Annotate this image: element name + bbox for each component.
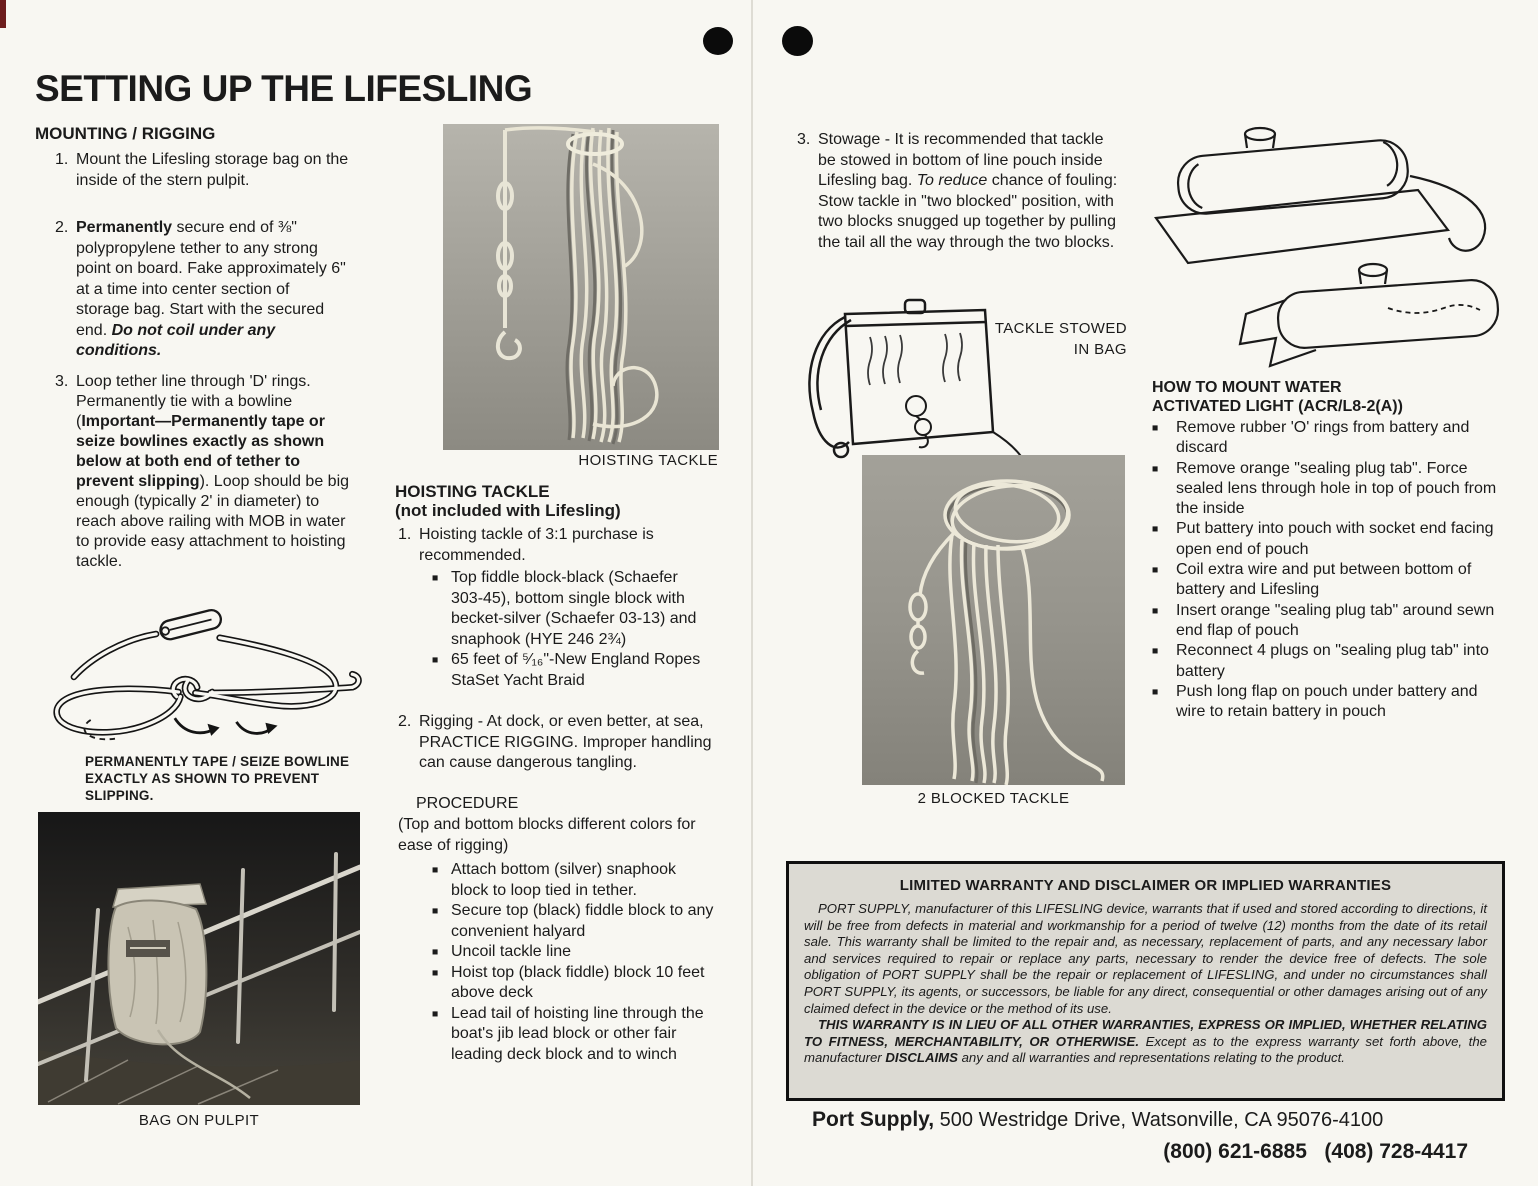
item-text-a: Loop tether line through 'D' rings. Permanently tie with a bowline ( xyxy=(76,373,311,430)
list-item-text: Remove orange "sealing plug tab". Force sealed lens through hole in top of pouch from the inside xyxy=(1176,459,1497,518)
light-heading xyxy=(1152,378,1508,416)
square-bullet-icon: ■ xyxy=(432,966,439,979)
item-text-b: ). Loop should be big enough (typically 2' in diameter) to reach above railing with MOB in water to provide easy attachment to hoisting tackle. xyxy=(76,473,350,570)
page-title: SETTING UP THE LIFESLING xyxy=(35,68,533,109)
procedure-note: (Top and bottom blocks different colors for ease of rigging) xyxy=(398,816,696,854)
item-text: Hoisting tackle of 3:1 purchase is recommended. xyxy=(419,526,654,564)
square-bullet-icon: ■ xyxy=(432,905,439,917)
list-item-text: Lead tail of hoisting line through the boat's jib lead block or other fair leading deck block and to winch xyxy=(451,1004,704,1063)
square-bullet-icon: ■ xyxy=(1152,685,1159,698)
procedure-heading: PROCEDURE xyxy=(416,795,519,812)
list-item xyxy=(432,901,716,942)
list-item-text: Secure top (black) fiddle block to any convenient halyard xyxy=(451,902,714,940)
page-fold-divider xyxy=(751,0,753,1186)
item-text-bold: Important—Permanently tape or seize bowlines exactly as shown below at both end of tether to prevent slipping xyxy=(76,413,325,490)
warranty-box xyxy=(786,861,1505,1101)
list-item xyxy=(432,650,714,691)
square-bullet-icon: ■ xyxy=(1152,523,1159,536)
mounting-heading: MOUNTING / RIGGING xyxy=(35,124,216,143)
warranty-text-2: any and all warranties and representations relating to the product. xyxy=(957,1050,1345,1066)
scan-edge-mark xyxy=(0,0,6,28)
caption-line-1: TACKLE STOWED xyxy=(994,320,1127,337)
item-number: 1. xyxy=(398,526,412,543)
item-number: 3. xyxy=(797,131,811,148)
item-text xyxy=(76,372,351,572)
list-item-text: Coil extra wire and put between bottom of battery and Lifesling xyxy=(1176,561,1472,599)
item-text-a: Stowage - It is recommended that tackle be stowed in bottom of line pouch inside Lifesling bag. xyxy=(818,131,1104,189)
list-item-text: Reconnect 4 plugs on "sealing plug tab" into battery xyxy=(1176,642,1489,680)
bag-on-pulpit-photo xyxy=(38,812,360,1105)
company-address: 500 Westridge Drive, Watsonville, CA 95076-4100 xyxy=(934,1109,1384,1131)
mounting-item-3 xyxy=(55,372,351,572)
item-text xyxy=(818,130,1119,253)
binder-hole-left xyxy=(703,27,733,55)
list-item xyxy=(1152,560,1506,601)
list-item-text: Uncoil tackle line xyxy=(451,943,572,960)
procedure-bullet-list xyxy=(432,860,716,1065)
light-bullet-list xyxy=(1152,418,1506,722)
list-item xyxy=(1152,418,1506,459)
list-item xyxy=(1152,459,1506,520)
list-item xyxy=(432,568,714,650)
square-bullet-icon: ■ xyxy=(1152,564,1159,577)
list-item-text: Insert orange "sealing plug tab" around sewn end flap of pouch xyxy=(1176,601,1495,639)
pulpit-photo-caption: BAG ON PULPIT xyxy=(138,1112,260,1129)
bag-illustration-caption xyxy=(985,318,1127,360)
list-item xyxy=(432,942,716,963)
item-text-italic: To reduce xyxy=(916,172,988,189)
hoisting-item-2 xyxy=(398,712,720,774)
list-item xyxy=(432,963,716,1004)
item-number: 3. xyxy=(55,373,69,390)
list-item xyxy=(1152,641,1506,682)
item-number: 1. xyxy=(55,151,69,168)
warranty-paragraph-1: PORT SUPPLY, manufacturer of this LIFESLING device, warrants that if used and stored according to directions, it will be free from defects in material and workmanship for a period of twelve (12) months from the date of its retail sale. This warranty shall be limited to the repair and, as necessary, replacement of parts, and any necessary labor and services required to repair or replace any parts, necessary to render the device free of defects. The sole obligation of PORT SUPPLY shall be the repair or replacement of LIFESLING, and under no circumstances shall PORT SUPPLY, its agents, or successors, be liable for any direct, consequential or other damages arising out of any claimed defect in the device or the method of its use. xyxy=(804,901,1487,1016)
hoisting-photo-caption: HOISTING TACKLE xyxy=(578,452,718,469)
water-light-illustrations xyxy=(1148,118,1516,376)
caption-line-2: IN BAG xyxy=(1073,341,1127,358)
item-text: Rigging - At dock, or even better, at sea, PRACTICE RIGGING. Improper handling can cause dangerous tangling. xyxy=(419,713,712,771)
square-bullet-icon: ■ xyxy=(432,572,439,584)
hoisting-heading-line2: (not included with Lifesling) xyxy=(395,501,621,520)
light-heading-line2: ACTIVATED LIGHT (ACR/L8-2(A)) xyxy=(1152,398,1403,415)
hoisting-tackle-photo xyxy=(443,124,719,450)
warranty-text-1: Except as to the express warranty set forth above, the manufacturer xyxy=(804,1033,1487,1066)
list-item-text: Top fiddle block-black (Schaefer 303-45), bottom single block with becket-silver (Schaefer 03-13) and snaphook (HYE 246 2¾) xyxy=(451,569,697,648)
hoisting-bullet-list-1 xyxy=(432,568,714,691)
square-bullet-icon: ■ xyxy=(432,1007,439,1020)
square-bullet-icon: ■ xyxy=(432,946,439,958)
list-item-text: Attach bottom (silver) snaphook block to loop tied in tether. xyxy=(451,861,676,899)
item-text: Mount the Lifesling storage bag on the inside of the stern pulpit. xyxy=(76,151,349,189)
blocked-tackle-caption: 2 BLOCKED TACKLE xyxy=(917,790,1070,807)
warranty-title: LIMITED WARRANTY AND DISCLAIMER OR IMPLIED WARRANTIES xyxy=(899,877,1392,894)
warranty-bold-2: DISCLAIMS xyxy=(885,1050,958,1066)
mounting-item-1 xyxy=(55,150,355,191)
list-item xyxy=(1152,682,1506,723)
list-item xyxy=(432,1004,716,1066)
item-text xyxy=(76,218,347,362)
list-item-text: Push long flap on pouch under battery and wire to retain battery in pouch xyxy=(1176,682,1478,721)
list-item-text: 65 feet of ⁵⁄₁₆"-New England Ropes StaSet Yacht Braid xyxy=(451,651,701,689)
item-number: 2. xyxy=(55,219,69,236)
square-bullet-icon: ■ xyxy=(432,864,439,876)
warranty-bold-1: THIS WARRANTY IS IN LIEU OF ALL OTHER WARRANTIES, EXPRESS OR IMPLIED, WHETHER RELATING TO FITNESS, MERCHANTABILITY, OR OTHERWISE. xyxy=(804,1017,1487,1049)
square-bullet-icon: ■ xyxy=(1152,604,1159,617)
square-bullet-icon: ■ xyxy=(1152,645,1159,658)
stowage-item xyxy=(797,130,1119,253)
hoisting-heading-line1: HOISTING TACKLE xyxy=(395,482,550,501)
company-name: Port Supply, xyxy=(812,1108,935,1131)
item-number: 2. xyxy=(398,713,412,730)
square-bullet-icon: ■ xyxy=(1152,462,1159,475)
item-text-b: chance of fouling: Stow tackle in "two blocked" position, with two blocks snugged up together by pulling the tail all the way through the two blocks. xyxy=(818,172,1118,251)
list-item xyxy=(1152,519,1506,560)
item-text-bold: Permanently xyxy=(76,219,173,236)
square-bullet-icon: ■ xyxy=(432,654,439,666)
footer-address xyxy=(812,1108,1512,1132)
square-bullet-icon: ■ xyxy=(1152,422,1159,434)
item-text-body: secure end of ⅜" polypropylene tether to any strong point on board. Fake approximately 6" at a time into center section of storage bag. Start with the secured end. xyxy=(76,219,346,339)
bowline-knot-illustration xyxy=(25,606,375,748)
list-item-text: Hoist top (black fiddle) block 10 feet above deck xyxy=(451,963,705,1001)
list-item xyxy=(1152,601,1506,642)
light-heading-line1: HOW TO MOUNT WATER xyxy=(1152,379,1342,396)
knot-caption: PERMANENTLY TAPE / SEIZE BOWLINE EXACTLY AS SHOWN TO PREVENT SLIPPING. xyxy=(85,754,350,803)
list-item-text: Put battery into pouch with socket end facing open end of pouch xyxy=(1176,520,1494,558)
two-blocked-tackle-photo xyxy=(862,455,1125,785)
list-item-text: Remove rubber 'O' rings from battery and discard xyxy=(1176,419,1470,457)
hoisting-item-1 xyxy=(398,525,720,566)
item-text-italic: Do not coil under any conditions. xyxy=(76,321,276,359)
list-item xyxy=(432,860,716,901)
warranty-paragraph-2 xyxy=(804,1017,1487,1067)
binder-hole-right xyxy=(782,26,813,56)
footer-phones: (800) 621-6885 (408) 728-4417 xyxy=(1163,1140,1468,1163)
mounting-item-2 xyxy=(55,218,347,362)
